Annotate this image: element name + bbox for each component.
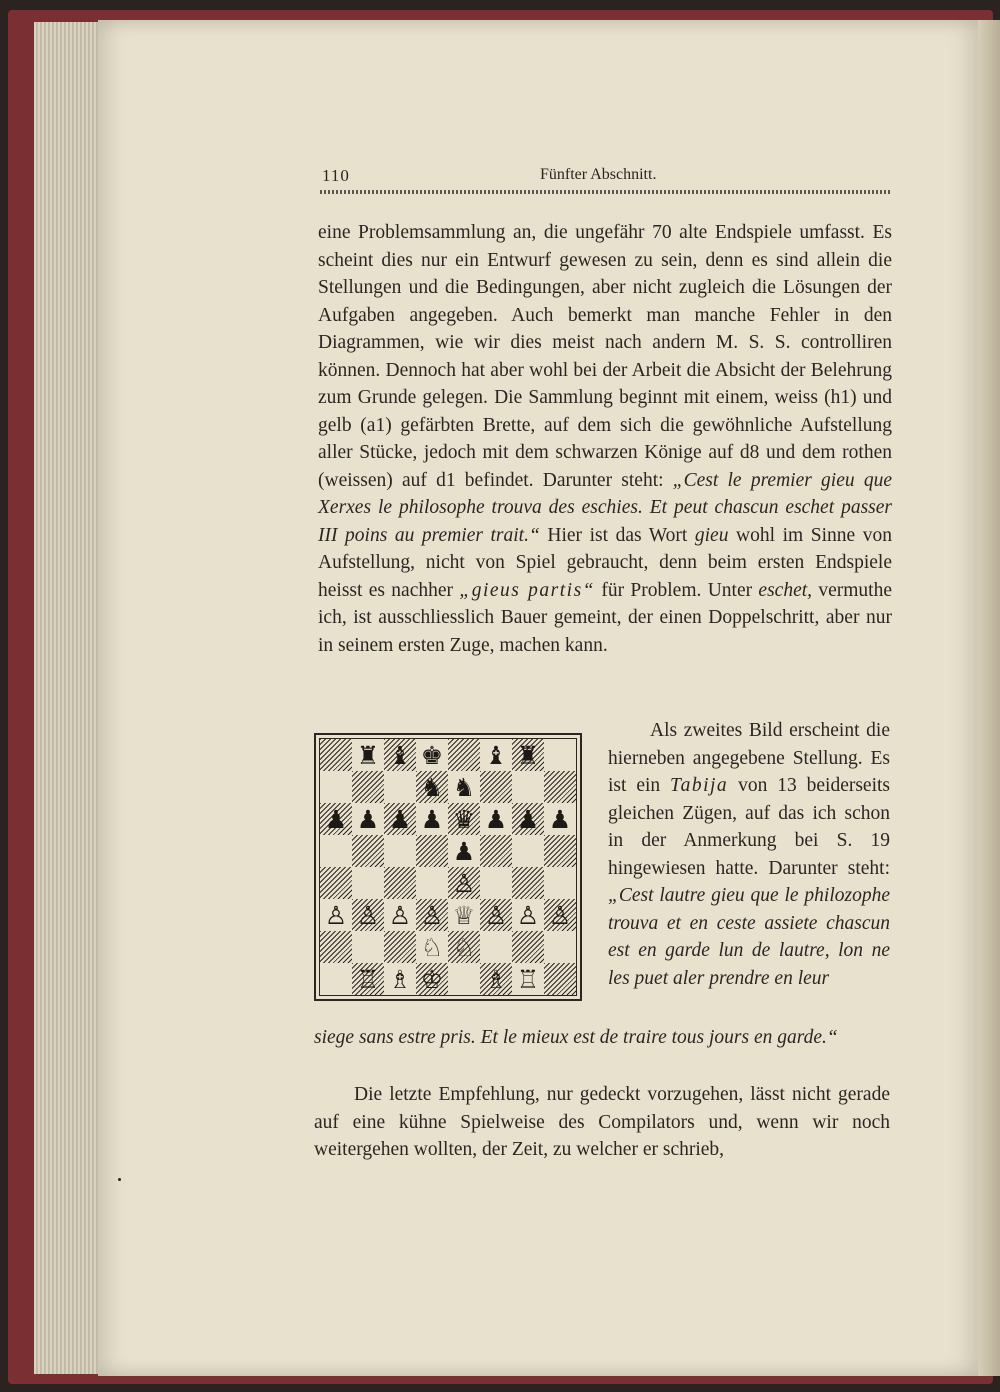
- board-square: [448, 803, 480, 835]
- paragraph-3-text: Die letzte Empfehlung, nur gedeckt vorzugehen, lässt nicht gerade auf eine kühne Spielweise des Compilators und, wenn wir noch weitergehen wollten, der Zeit, zu welcher er schrieb,: [314, 1084, 890, 1160]
- page-gutter-shade: [978, 20, 1000, 1376]
- chess-piece: ♙: [452, 868, 476, 898]
- board-square: [480, 931, 512, 963]
- chess-diagram: [314, 733, 582, 1001]
- chess-piece: ♟: [420, 804, 444, 834]
- chess-piece: ♟: [452, 836, 476, 866]
- chess-piece: ♙: [484, 900, 508, 930]
- page-number: 110: [322, 166, 350, 185]
- chess-piece: ♟: [388, 804, 412, 834]
- header-rule: [320, 190, 890, 194]
- board-square: [512, 963, 544, 995]
- board-square: [480, 899, 512, 931]
- chess-board: [319, 738, 577, 996]
- board-square: [512, 931, 544, 963]
- paragraph-3: [314, 1081, 890, 1164]
- board-square: [512, 803, 544, 835]
- board-square: [320, 899, 352, 931]
- board-square: [320, 835, 352, 867]
- board-square: [416, 931, 448, 963]
- word-tabija: Tabija: [670, 775, 729, 796]
- board-square: [544, 803, 576, 835]
- board-square: [544, 835, 576, 867]
- chess-piece: ♔: [420, 964, 444, 994]
- board-square: [352, 739, 384, 771]
- board-square: [384, 803, 416, 835]
- board-square: [416, 739, 448, 771]
- board-square: [448, 771, 480, 803]
- board-square: [416, 867, 448, 899]
- board-square: [320, 867, 352, 899]
- board-square: [320, 963, 352, 995]
- board-square: [384, 835, 416, 867]
- chess-piece: ♞: [420, 772, 444, 802]
- board-square: [352, 931, 384, 963]
- chess-piece: ♜: [516, 740, 540, 770]
- margin-dot: [118, 1178, 121, 1181]
- chess-piece: ♝: [388, 740, 412, 770]
- chess-piece: ♟: [516, 804, 540, 834]
- board-square: [480, 803, 512, 835]
- quote-philozophe: „Cest lautre gieu que le philozophe trouva et en ceste assiete chascun est en garde lun de lautre, lon ne les puet aler prendre en leur: [608, 885, 890, 989]
- board-square: [480, 771, 512, 803]
- board-square: [544, 739, 576, 771]
- chess-piece: ♟: [548, 804, 572, 834]
- chess-piece: ♙: [420, 900, 444, 930]
- board-square: [448, 835, 480, 867]
- board-square: [544, 899, 576, 931]
- board-square: [352, 771, 384, 803]
- chess-piece: ♟: [484, 804, 508, 834]
- paragraph-1-text-e: vermuthe ich, ist ausschliesslich Bauer gemeint, der einen Doppelschritt, aber nur in seinem ersten Zuge, machen kann.: [318, 579, 892, 656]
- running-header: [320, 164, 892, 190]
- board-square: [480, 739, 512, 771]
- board-square: [384, 867, 416, 899]
- board-square: [512, 835, 544, 867]
- paragraph-2-text-a: Als zweites Bild erscheint die hierneben angegebene Stellung. Es ist ein: [608, 720, 890, 796]
- board-square: [320, 803, 352, 835]
- board-square: [512, 739, 544, 771]
- word-gieus-partis: „gieus partis“: [459, 579, 596, 601]
- board-square: [544, 931, 576, 963]
- paragraph-1-text-b: Hier ist das Wort: [539, 524, 695, 546]
- chess-piece: ♙: [324, 900, 348, 930]
- chess-piece: ♟: [356, 804, 380, 834]
- chess-piece: ♖: [516, 964, 540, 994]
- chess-piece: ♟: [324, 804, 348, 834]
- chess-piece: ♙: [516, 900, 540, 930]
- board-square: [448, 963, 480, 995]
- board-square: [352, 963, 384, 995]
- board-square: [544, 867, 576, 899]
- board-square: [544, 963, 576, 995]
- board-square: [384, 931, 416, 963]
- board-square: [480, 963, 512, 995]
- chess-piece: ♞: [452, 772, 476, 802]
- word-gieu: gieu: [694, 524, 729, 546]
- board-square: [480, 835, 512, 867]
- board-square: [416, 835, 448, 867]
- board-square: [512, 899, 544, 931]
- board-square: [384, 963, 416, 995]
- board-square: [512, 771, 544, 803]
- chess-piece: ♙: [388, 900, 412, 930]
- chess-piece: ♛: [452, 804, 476, 834]
- chess-piece: ♗: [484, 964, 508, 994]
- board-square: [544, 771, 576, 803]
- board-square: [448, 899, 480, 931]
- quote-philozophe-continued: siege sans estre pris. Et le mieux est de traire tous jours en garde.“: [314, 1027, 838, 1048]
- paragraph-2-continued: [314, 1024, 890, 1052]
- paragraph-1-text-d: für Problem. Unter: [595, 579, 759, 601]
- board-square: [352, 835, 384, 867]
- paragraph-1-text-a: eine Problemsammlung an, die ungefähr 70 alte Endspiele umfasst. Es scheint dies nur ein Entwurf gewesen zu sein, denn es sind allein die Stellungen und die Bedingungen, aber nicht zugleich die Lösungen der Aufgaben angegeben. Auch bemerkt man manche Fehler in den Diagrammen, wie wir dies meist nach andern M. S. S. controlliren können. Dennoch hat aber wohl bei der Arbeit die Absicht der Belehrung zum Grunde gelegen. Die Sammlung beginnt mit einem, weiss (h1) und gelb (a1) gefärbten Brette, auf dem sich die gewöhnliche Aufstellung aller Stücke, jedoch mit dem schwarzen Könige auf d8 und dem rothen (weissen) auf d1 befindet. Darunter steht:: [318, 222, 892, 491]
- board-square: [448, 867, 480, 899]
- quote-xerxes: „Cest le premier gieu que Xerxes le philosophe trouva des eschies. Et peut chascun eschet passer III poins au premier trait.“: [318, 469, 893, 546]
- chess-piece: ♘: [420, 932, 444, 962]
- board-square: [352, 867, 384, 899]
- board-square: [320, 739, 352, 771]
- board-square: [320, 771, 352, 803]
- chess-piece: ♚: [420, 740, 444, 770]
- chapter-title: Fünfter Abschnitt.: [540, 166, 657, 183]
- board-square: [352, 899, 384, 931]
- chess-piece: ♙: [548, 900, 572, 930]
- chess-piece: ♙: [356, 900, 380, 930]
- paragraph-2-text-b: von 13 beiderseits gleichen Zügen, auf das ich schon in der Anmerkung bei S. 19 hingewiesen hatte. Darunter steht:: [608, 775, 891, 879]
- board-square: [384, 899, 416, 931]
- chess-piece: ♜: [356, 740, 380, 770]
- board-square: [320, 931, 352, 963]
- chess-piece: ♝: [484, 740, 508, 770]
- chess-piece: ♖: [356, 964, 380, 994]
- board-square: [384, 739, 416, 771]
- word-eschet: eschet,: [758, 579, 813, 601]
- board-square: [416, 899, 448, 931]
- chess-piece: ♘: [452, 932, 476, 962]
- paragraph-2: [608, 717, 890, 992]
- board-square: [480, 867, 512, 899]
- board-square: [512, 867, 544, 899]
- board-square: [352, 803, 384, 835]
- chess-piece: ♕: [452, 900, 476, 930]
- board-square: [416, 963, 448, 995]
- board-square: [448, 931, 480, 963]
- chess-piece: ♗: [388, 964, 412, 994]
- board-square: [384, 771, 416, 803]
- board-square: [416, 771, 448, 803]
- paragraph-1-text-c: wohl im Sinne von Aufstellung, nicht von Spiel gebraucht, denn beim ersten Endspiele heisst es nachher: [318, 524, 892, 601]
- board-square: [448, 739, 480, 771]
- paragraph-1: [318, 219, 892, 659]
- board-square: [416, 803, 448, 835]
